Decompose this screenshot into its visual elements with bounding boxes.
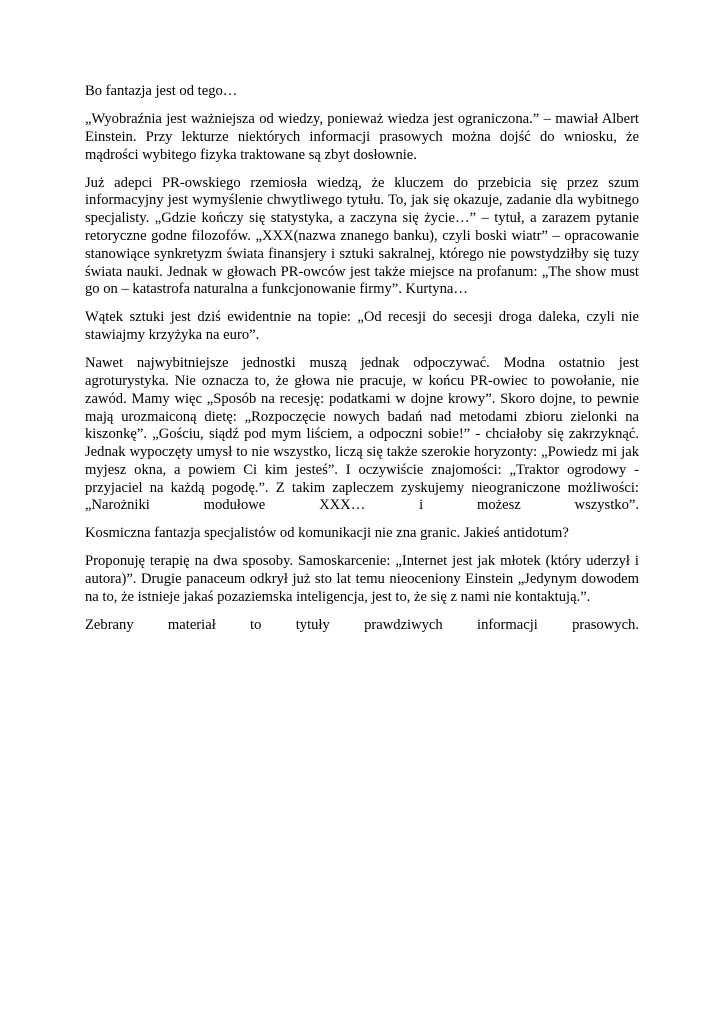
document-page	[85, 83, 639, 645]
paragraph-einstein-quote: „Wyobraźnia jest ważniejsza od wiedzy, ponieważ wiedza jest ograniczona.” – mawiał Albert Einstein. Przy lekturze niektórych informacji prasowych można dojść do wniosku, że mądrości wybitego fizyka traktowane są zbyt dosłownie.	[85, 110, 639, 163]
paragraph-therapy: Proponuję terapię na dwa sposoby. Samoskarcenie: „Internet jest jak młotek (który uderzył i autora)”. Drugie panaceum odkrył już sto lat temu nieoceniony Einstein „Jedynym dowodem na to, że istnieje jakaś pozaziemska inteligencja, jest to, że się z nami nie kontaktują.”.	[85, 553, 639, 606]
paragraph-closing-note: Zebrany materiał to tytuły prawdziwych informacji prasowych.	[85, 617, 639, 634]
document-title: Bo fantazja jest od tego…	[85, 83, 238, 99]
paragraph-cosmic-fantasy: Kosmiczna fantazja specjalistów od komunikacji nie zna granic. Jakieś antidotum?	[85, 525, 569, 542]
paragraph-pr-titles: Już adepci PR-owskiego rzemiosła wiedzą, że kluczem do przebicia się przez szum informacyjny jest wymyślenie chwytliwego tytułu. To, jak się okazuje, zadanie dla wybitnego specjalisty. „Gdzie kończy się statystyka, a zaczyna się życie…” – tytuł, a zarazem pytanie retoryczne godne filozofów. „XXX(nazwa znanego banku), czyli boski wiatr” – opracowanie stanowiące synkretyzm świata finansjery i sztuki sakralnej, którego nie powstydziłby się tuzy świata nauki. Jednak w głowach PR-owców jest także miejsce na profanum: „The show must go on – katastrofa naturalna a funkcjonowanie firmy”. Kurtyna…	[85, 174, 639, 298]
paragraph-agrotourism: Nawet najwybitniejsze jednostki muszą jednak odpoczywać. Modna ostatnio jest agroturystyka. Nie oznacza to, że głowa nie pracuje, w końcu PR-owiec to powołanie, nie zawód. Mamy więc „Sposób na recesję: podatkami w dojne krowy”. Skoro dojne, to pewnie mają urozmaiconą dietę: „Rozpoczęcie nowych badań nad metodami zbioru zielonki na kiszonkę”. „Gościu, siądź pod mym liściem, a odpoczni sobie!” - chciałoby się zakrzyknąć. Jednak wypoczęty umysł to nie wszystko, liczą się także szerokie horyzonty: „Powiedz mi jak myjesz okna, a powiem Ci kim jesteś”. I oczywiście znajomości: „Traktor ogrodowy - przyjaciel na każdą pogodę.”. Z takim zapleczem zyskujemy nieograniczone możliwości: „Narożniki modułowe XXX… i możesz wszystko”.	[85, 355, 639, 514]
paragraph-art-topic: Wątek sztuki jest dziś ewidentnie na topie: „Od recesji do secesji droga daleka, czyli nie stawiajmy krzyżyka na euro”.	[85, 309, 639, 344]
